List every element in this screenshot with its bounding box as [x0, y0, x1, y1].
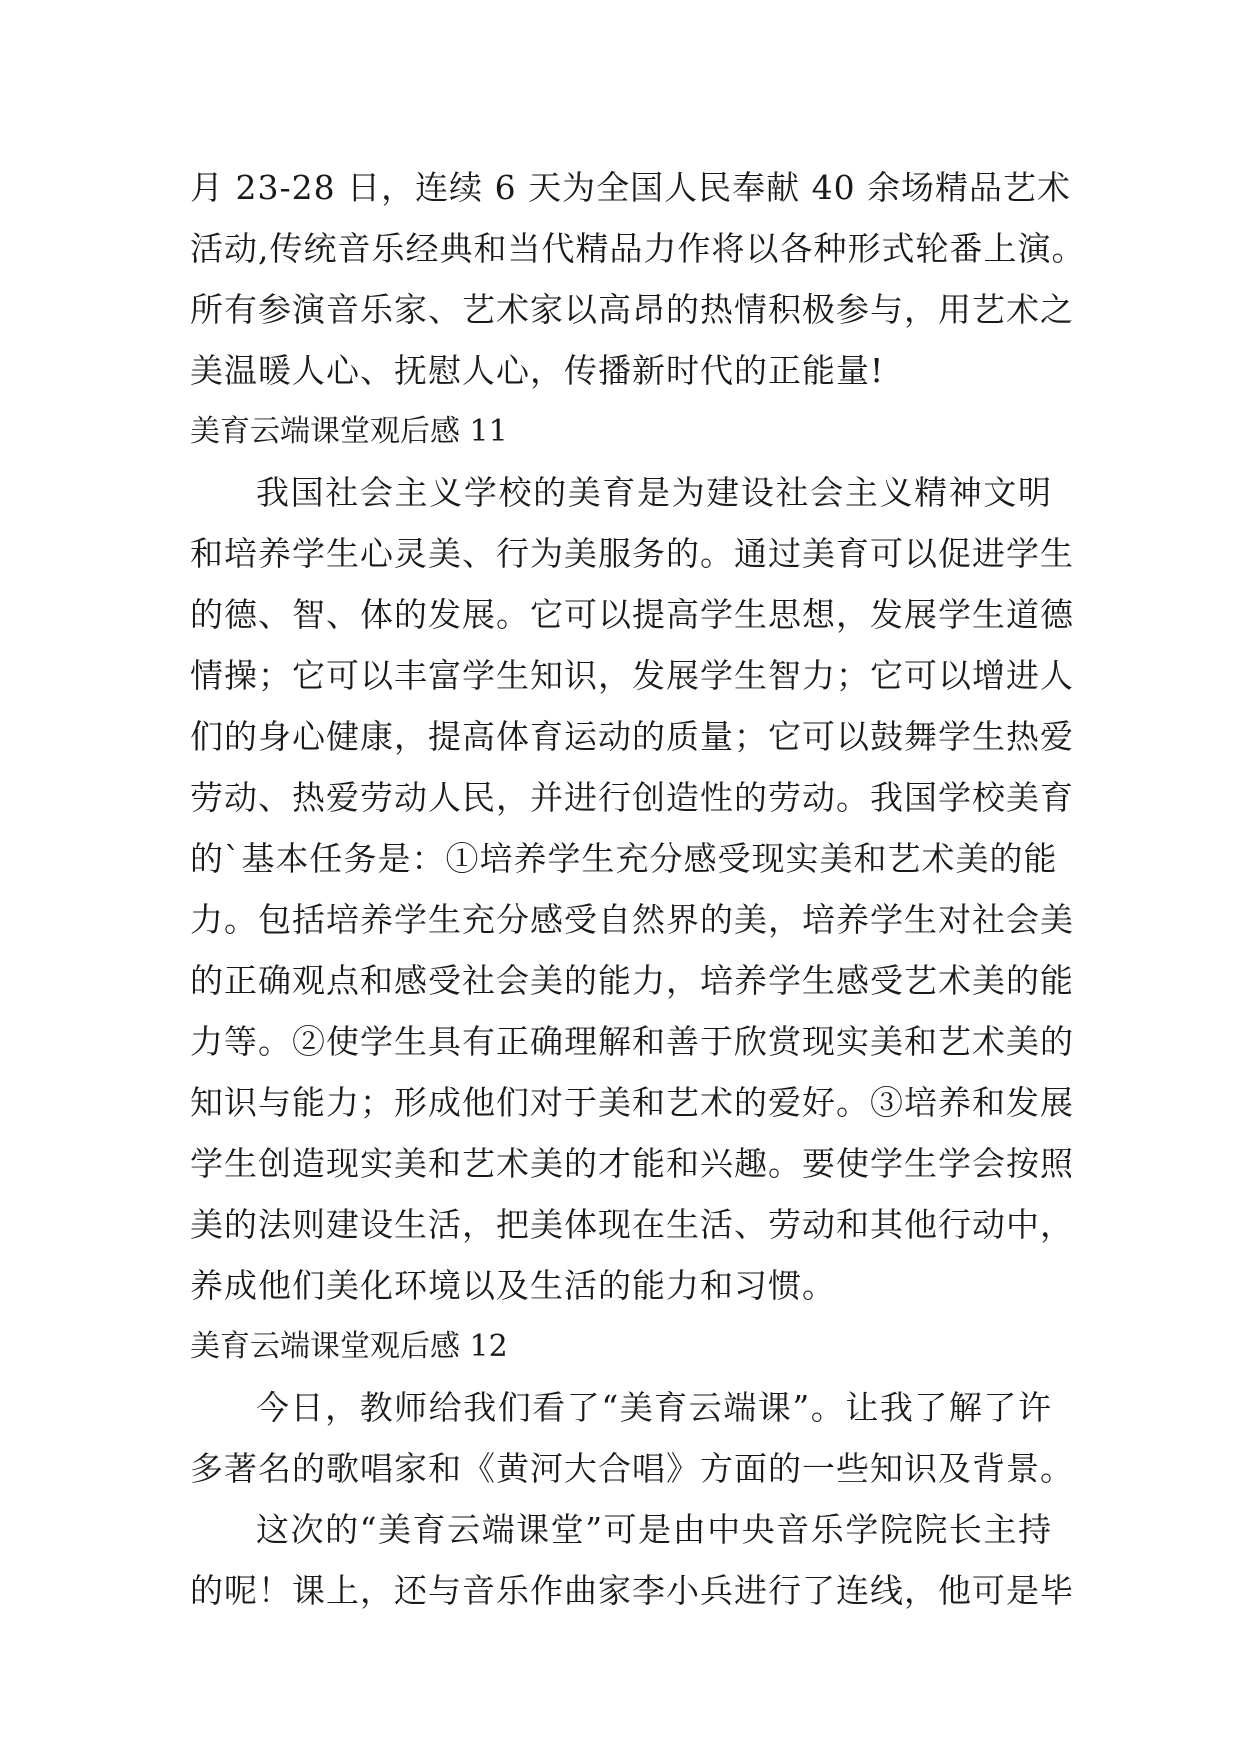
text-line: 的德、智、体的发展。它可以提高学生思想，发展学生道德 [190, 595, 1074, 634]
section-heading: 美育云端课堂观后感 11 [190, 414, 508, 449]
text-line: 们的身心健康，提高体育运动的质量；它可以鼓舞学生热爱 [190, 717, 1074, 756]
text-line: 的`基本任务是：①培养学生充分感受现实美和艺术美的能 [190, 839, 1058, 878]
text-line: 和培养学生心灵美、行为美服务的。通过美育可以促进学生 [190, 534, 1074, 573]
text-line: 多著名的歌唱家和《黄河大合唱》方面的一些知识及背景。 [190, 1449, 1074, 1488]
text-line: 所有参演音乐家、艺术家以高昂的热情积极参与，用艺术之 [190, 290, 1074, 329]
text-line: 这次的“美育云端课堂”可是由中央音乐学院院长主持 [256, 1510, 1052, 1549]
section-12 [190, 1316, 1074, 1621]
text-line: 美温暖人心、抚慰人心，传播新时代的正能量! [190, 351, 885, 390]
document-body [190, 157, 1086, 1621]
text-line: 知识与能力；形成他们对于美和艺术的爱好。③培养和发展 [190, 1083, 1074, 1122]
text-line: 活动,传统音乐经典和当代精品力作将以各种形式轮番上演。 [190, 229, 1086, 268]
text-line: 今日，教师给我们看了“美育云端课”。让我了解了许 [256, 1388, 1052, 1427]
text-line: 月 23-28 日，连续 6 天为全国人民奉献 40 余场精品艺术 [190, 168, 1072, 207]
section-11 [190, 401, 1074, 1316]
text-line: 的正确观点和感受社会美的能力，培养学生感受艺术美的能 [190, 961, 1074, 1000]
section-10-tail [190, 157, 1086, 401]
text-line: 的呢！课上，还与音乐作曲家李小兵进行了连线，他可是毕 [190, 1571, 1074, 1610]
text-line: 力等。②使学生具有正确理解和善于欣赏现实美和艺术美的 [190, 1022, 1074, 1061]
section-heading: 美育云端课堂观后感 12 [190, 1329, 508, 1364]
text-line: 劳动、热爱劳动人民，并进行创造性的劳动。我国学校美育 [190, 778, 1074, 817]
text-line: 养成他们美化环境以及生活的能力和习惯。 [190, 1266, 836, 1305]
text-line: 美的法则建设生活，把美体现在生活、劳动和其他行动中， [190, 1205, 1074, 1244]
text-line: 我国社会主义学校的美育是为建设社会主义精神文明 [256, 473, 1052, 512]
text-line: 情操；它可以丰富学生知识，发展学生智力；它可以增进人 [190, 656, 1074, 695]
text-line: 学生创造现实美和艺术美的才能和兴趣。要使学生学会按照 [190, 1144, 1074, 1183]
text-line: 力。包括培养学生充分感受自然界的美，培养学生对社会美 [190, 900, 1074, 939]
